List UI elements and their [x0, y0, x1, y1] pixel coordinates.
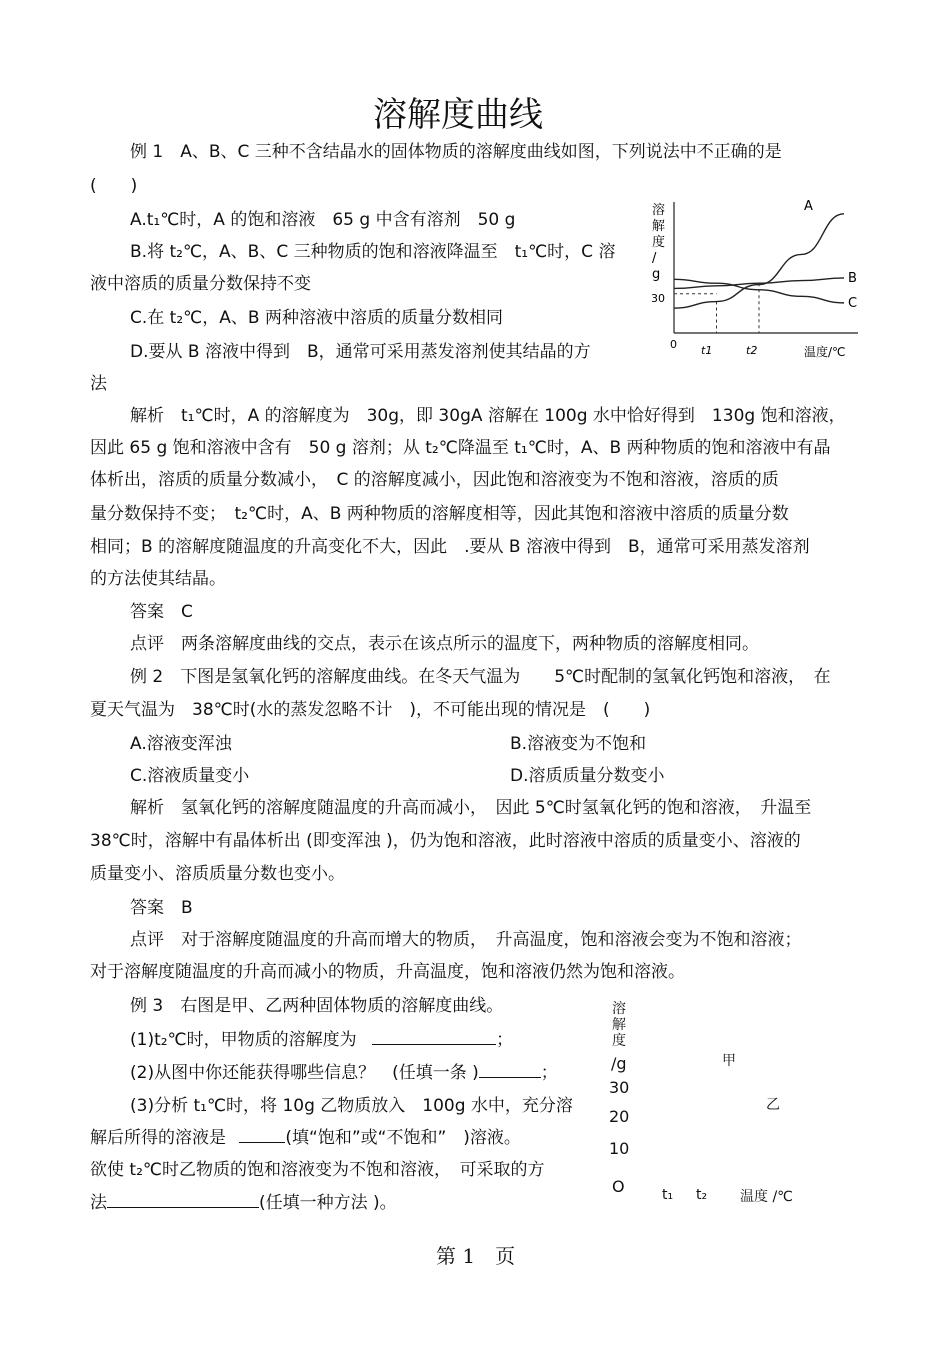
ex1-analysis-line2: 因此 65 g 饱和溶液中含有 50 g 溶剂；从 t₂℃降温至 t₁℃时，A、B 两种物质的饱和溶液中有晶 — [90, 438, 831, 458]
ex3-question-1 — [130, 1030, 513, 1050]
ex3-q2-end: ； — [540, 1063, 558, 1083]
y-axis-label-4: / — [652, 251, 657, 266]
ex2-answer: 答案 B — [130, 898, 193, 918]
ex3-q3-method-text: 法 — [90, 1193, 107, 1213]
ex3-q2-text: (2)从图中你还能获得哪些信息？ (任填一条 ) — [130, 1063, 479, 1083]
ex1-analysis-line5: 相同；B 的溶解度随温度的升高变化不大，因此 .要从 B 溶液中得到 B，通常可采用蒸发溶剂 — [90, 537, 810, 557]
fig2-ylabel-3: 度 — [612, 1033, 626, 1049]
ex1-option-c: C.在 t₂℃，A、B 两种溶液中溶质的质量分数相同 — [130, 308, 503, 328]
ex1-stem-line1: 例 1 A、B、C 三种不含结晶水的固体物质的溶解度曲线如图，下列说法中不正确的是 — [130, 142, 782, 162]
ex1-comment: 点评 两条溶解度曲线的交点，表示在该点所示的温度下，两种物质的溶解度相同。 — [130, 634, 759, 654]
ex2-stem-line2: 夏天气温为 38℃时(水的蒸发忽略不计 )，不可能出现的情况是 ( ) — [90, 700, 651, 720]
ex1-option-a: A.t₁℃时，A 的饱和溶液 65 g 中含有溶剂 50 g — [130, 210, 516, 230]
ex3-question-3-line2 — [90, 1128, 521, 1148]
series-label-B: B — [848, 270, 857, 286]
ex3-q3-text-a: 解后所得的溶液是 — [90, 1128, 226, 1148]
ex2-option-b: B.溶液变为不饱和 — [510, 734, 647, 754]
solubility-chart-abc — [648, 188, 866, 366]
fig2-x-axis-label: 温度 /℃ — [740, 1189, 793, 1205]
fig2-y-unit: /g — [611, 1054, 627, 1073]
ex1-option-b-line2: 液中溶质的质量分数保持不变 — [90, 274, 311, 294]
ex2-comment-line2: 对于溶解度随温度的升高而减小的物质，升高温度，饱和溶液仍然为饱和溶液。 — [90, 962, 685, 982]
ex1-analysis-line4: 量分数保持不变； t₂℃时，A、B 两种物质的溶解度相等，因此其饱和溶液中溶质的质量分数 — [90, 504, 789, 524]
fig2-x-tick-t1: t₁ — [662, 1187, 674, 1203]
x-tick-label-0: 0 — [670, 338, 677, 351]
ex2-analysis-line2: 38℃时，溶解中有晶体析出 (即变浑浊 )，仍为饱和溶液，此时溶液中溶质的质量变小、溶液的 — [90, 831, 801, 851]
ex3-question-3-line4 — [90, 1193, 397, 1213]
ex2-comment-line1: 点评 对于溶解度随温度的升高而增大的物质， 升高温度，饱和溶液会变为不饱和溶液； — [130, 930, 802, 950]
ex1-option-b-line1: B.将 t₂℃，A、B、C 三种物质的饱和溶液降温至 t₁℃时，C 溶 — [130, 242, 616, 262]
y-axis-label-5: g — [652, 267, 661, 282]
ex1-analysis-line3: 体析出，溶质的质量分数减小， C 的溶解度减小，因此饱和溶液变为不饱和溶液，溶质的质 — [90, 470, 779, 490]
fig2-ylabel-2: 解 — [612, 1017, 626, 1033]
ex3-q1-text: (1)t₂℃时，甲物质的溶解度为 — [130, 1030, 357, 1050]
ex3-q3-method-blank[interactable] — [107, 1193, 259, 1208]
ex2-option-a: A.溶液变浑浊 — [130, 734, 232, 754]
ex1-analysis-line6: 的方法使其结晶。 — [90, 569, 226, 589]
series-line-B — [674, 278, 844, 288]
series-label-A: A — [804, 199, 813, 214]
ex3-q3-text-b: (填“饱和”或“不饱和” )溶液。 — [285, 1128, 521, 1148]
fig2-series-label-jia: 甲 — [722, 1053, 736, 1069]
ex3-stem: 例 3 右图是甲、乙两种固体物质的溶解度曲线。 — [130, 996, 504, 1016]
fig2-y-tick-20: 20 — [609, 1107, 630, 1126]
ex1-stem-line2: ( ) — [90, 176, 138, 196]
y-axis-label-2: 解 — [652, 219, 666, 234]
x-axis-label: 温度/℃ — [804, 345, 846, 359]
x-tick-label-t1: t1 — [701, 344, 713, 357]
y-axis-label-1: 溶 — [652, 203, 666, 218]
y-tick-label-30: 30 — [651, 292, 665, 305]
fig2-origin: O — [612, 1177, 625, 1196]
ex1-analysis-line1: 解析 t₁℃时，A 的溶解度为 30g，即 30gA 溶解在 100g 水中恰好得到 130g 饱和溶液， — [130, 406, 846, 426]
y-axis-label-3: 度 — [652, 235, 666, 250]
ex3-q2-answer-blank[interactable] — [479, 1063, 541, 1078]
ex2-analysis-line1: 解析 氢氧化钙的溶解度随温度的升高而减小， 因此 5℃时氢氧化钙的饱和溶液， 升温至 — [130, 798, 812, 818]
ex3-question-3-line3: 欲使 t₂℃时乙物质的饱和溶液变为不饱和溶液， 可采取的方 — [90, 1160, 545, 1180]
fig2-y-tick-30: 30 — [609, 1078, 630, 1097]
ex3-q3-answer-blank[interactable] — [239, 1128, 285, 1143]
ex3-q1-answer-blank[interactable] — [372, 1030, 496, 1045]
ex2-option-c: C.溶液质量变小 — [130, 766, 250, 786]
fig2-ylabel-1: 溶 — [612, 1001, 626, 1017]
ex2-analysis-line3: 质量变小、溶质质量分数也变小。 — [90, 864, 345, 884]
ex2-option-d: D.溶质质量分数变小 — [510, 766, 665, 786]
fig2-x-tick-t2: t₂ — [696, 1187, 708, 1203]
ex3-question-3-line1: (3)分析 t₁℃时，将 10g 乙物质放入 100g 水中，充分溶 — [130, 1096, 573, 1116]
ex3-question-2 — [130, 1063, 558, 1083]
page-number: 第 1 页 — [436, 1244, 516, 1268]
page-title: 溶解度曲线 — [373, 95, 543, 135]
ex1-option-d-line1: D.要从 B 溶液中得到 B，通常可采用蒸发溶剂使其结晶的方 — [130, 342, 591, 362]
ex3-q3-method-end: (任填一种方法 )。 — [259, 1193, 397, 1213]
ex2-stem-line1: 例 2 下图是氢氧化钙的溶解度曲线。在冬天气温为 5℃时配制的氢氧化钙饱和溶液， 在 — [130, 667, 831, 687]
fig2-series-label-yi: 乙 — [766, 1097, 780, 1113]
ex3-q1-end: ； — [496, 1030, 514, 1050]
ex1-option-d-line2: 法 — [90, 374, 107, 394]
fig2-y-tick-10: 10 — [609, 1139, 630, 1158]
x-tick-label-t2: t2 — [746, 344, 758, 357]
ex1-answer: 答案 C — [130, 602, 193, 622]
series-label-C: C — [848, 295, 858, 311]
